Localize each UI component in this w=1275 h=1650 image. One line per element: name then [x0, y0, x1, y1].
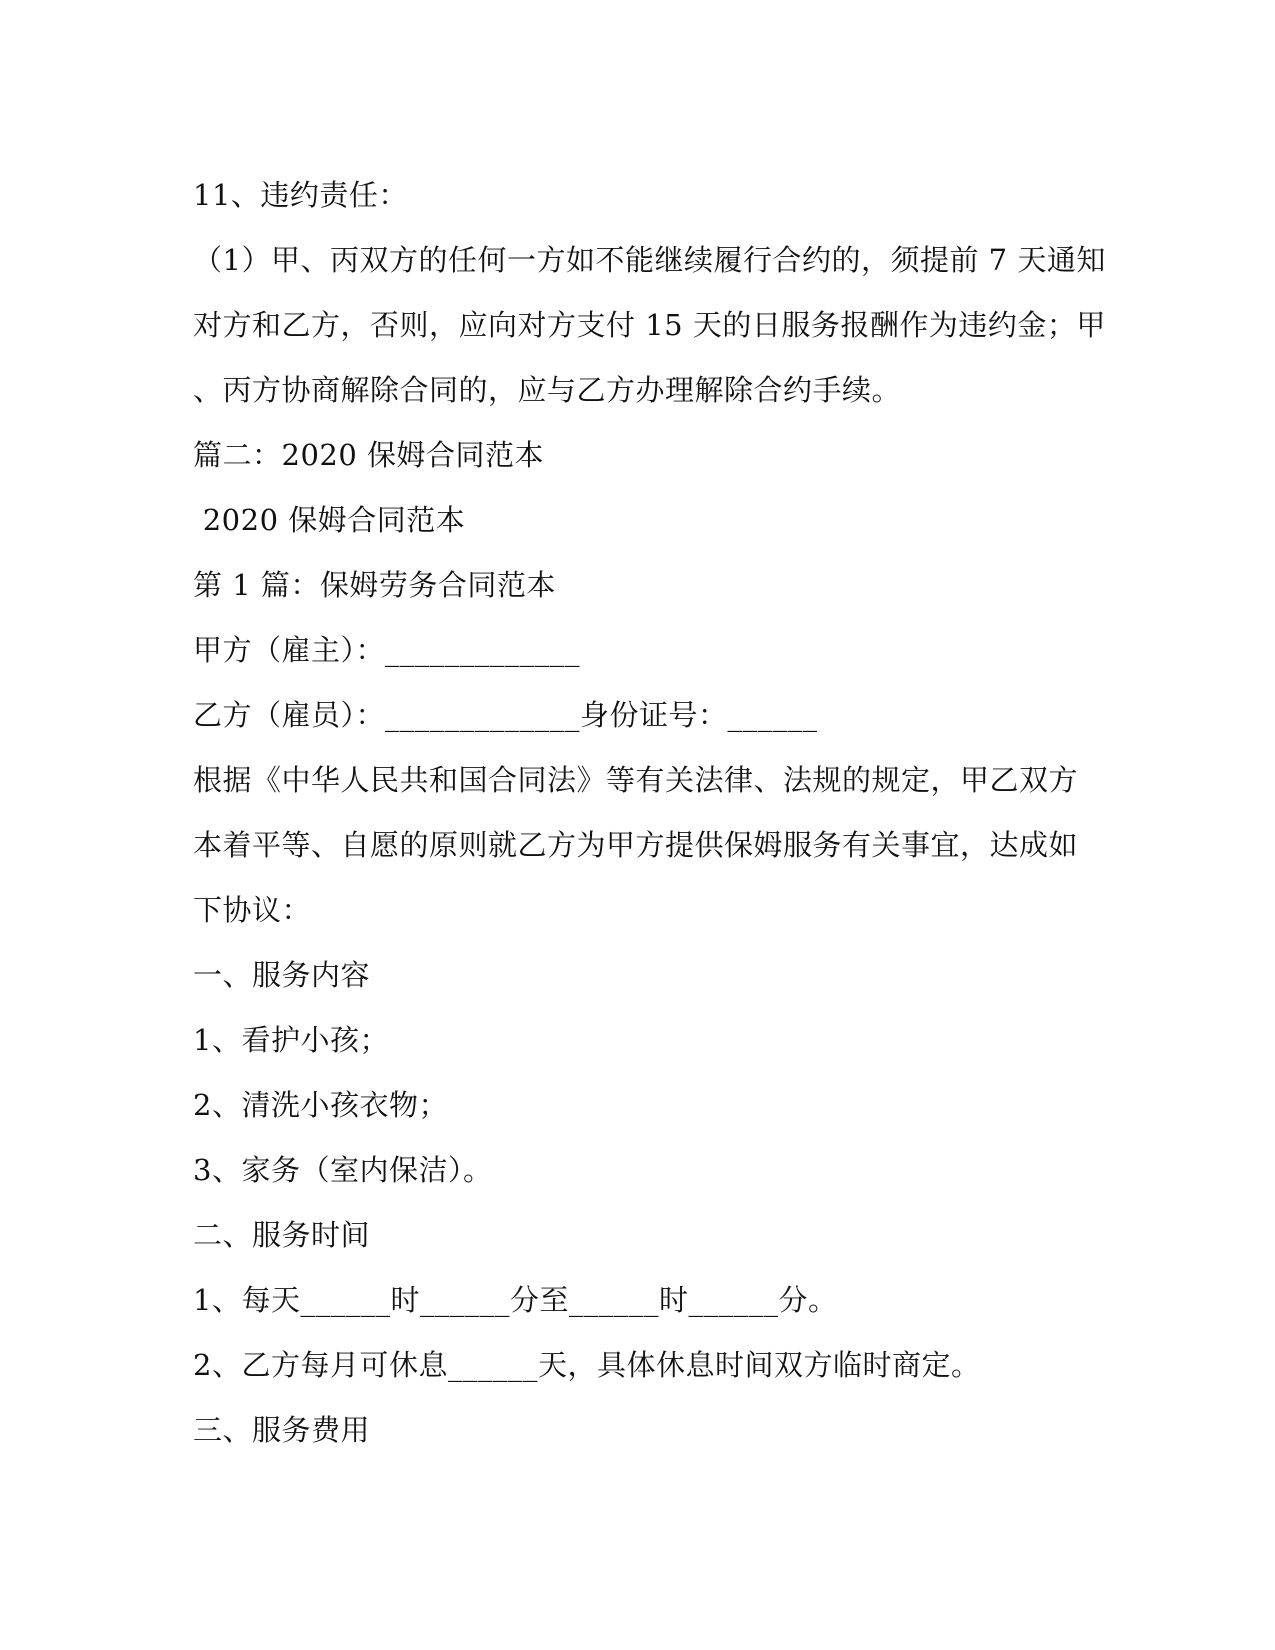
contract-title: 2020 保姆合同范本 [193, 503, 466, 537]
clause-11-heading: 11、违约责任： [193, 178, 408, 212]
service-item-1: 1、看护小孩； [193, 1023, 389, 1057]
service-content-heading: 一、服务内容 [193, 958, 371, 992]
preamble-line-3: 下协议： [193, 893, 312, 927]
section-2-heading: 篇二：2020 保姆合同范本 [193, 438, 545, 472]
service-time-item-1: 1、每天______时______分至______时______分。 [193, 1283, 838, 1317]
clause-11-paragraph-line-1: （1）甲、丙双方的任何一方如不能继续履行合约的，须提前 7 天通知 [193, 243, 1106, 277]
preamble-line-1: 根据《中华人民共和国合同法》等有关法律、法规的规定，甲乙双方 [193, 763, 1079, 797]
document-body [193, 163, 1106, 1463]
service-item-2: 2、清洗小孩衣物； [193, 1088, 448, 1122]
service-item-3: 3、家务（室内保洁）。 [193, 1153, 493, 1187]
clause-11-paragraph-line-2: 对方和乙方，否则，应向对方支付 15 天的日服务报酬作为违约金；甲 [193, 308, 1106, 342]
preamble-line-2: 本着平等、自愿的原则就乙方为甲方提供保姆服务有关事宜，达成如 [193, 828, 1079, 862]
party-a-line: 甲方（雇主）：_____________ [193, 633, 581, 667]
clause-11-paragraph-line-3: 、丙方协商解除合同的，应与乙方办理解除合约手续。 [193, 373, 902, 407]
party-b-line: 乙方（雇员）：_____________身份证号：______ [193, 698, 818, 732]
service-time-item-2: 2、乙方每月可休息______天，具体休息时间双方临时商定。 [193, 1348, 981, 1382]
chapter-1-heading: 第 1 篇：保姆劳务合同范本 [193, 568, 556, 602]
service-fee-heading: 三、服务费用 [193, 1413, 371, 1447]
service-time-heading: 二、服务时间 [193, 1218, 371, 1252]
